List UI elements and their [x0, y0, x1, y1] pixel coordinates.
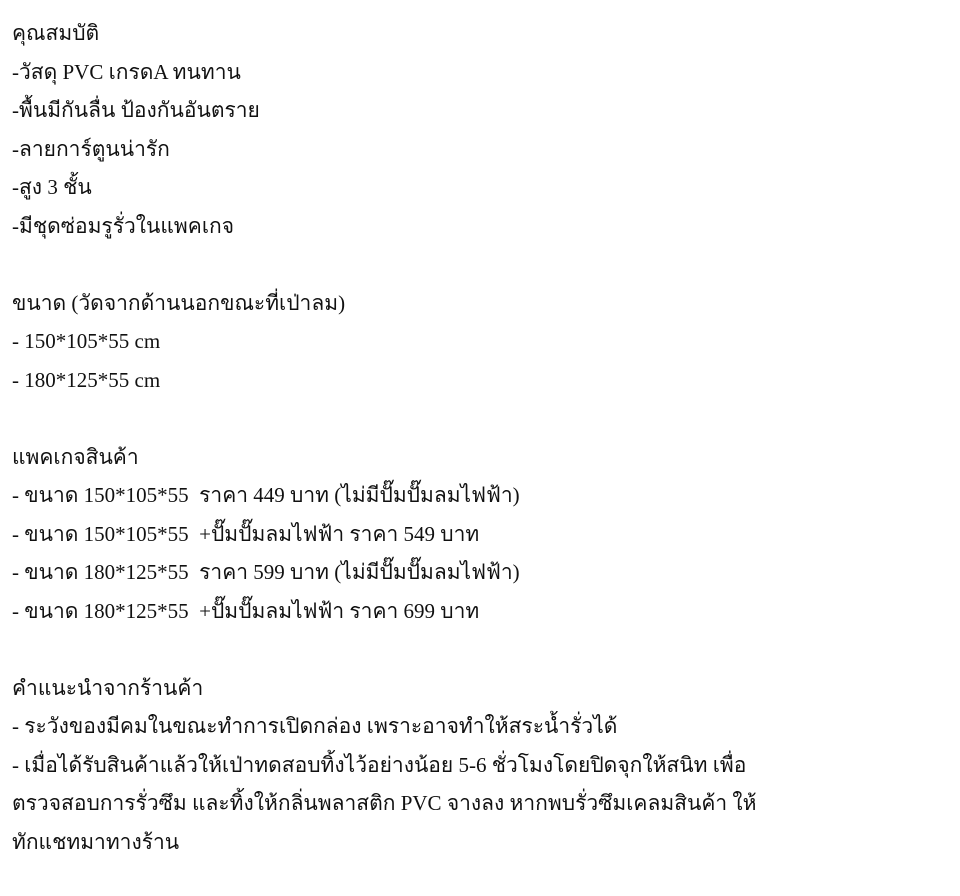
feature-item-material: -วัสดุ PVC เกรดA ทนทาน: [12, 59, 241, 84]
section-spacer: [12, 630, 942, 669]
advice-line-sharp-objects: - ระวังของมีคมในขณะทำการเปิดกล่อง เพราะอาจทำให้สระน้ำรั่วได้: [12, 714, 618, 738]
section-spacer: [12, 245, 942, 284]
feature-item-height: -สูง 3 ชั้น: [12, 175, 92, 199]
features-heading: คุณสมบัติ: [12, 21, 100, 45]
size-item-small: - 150*105*55 cm: [12, 329, 161, 353]
package-item-small-no-pump: - ขนาด 150*105*55 ราคา 449 บาท (ไม่มีปั๊มปั๊มลมไฟฟ้า): [12, 483, 520, 507]
sizes-heading: ขนาด (วัดจากด้านนอกขณะที่เป่าลม): [12, 290, 346, 315]
advice-heading: คำแนะนำจากร้านค้า: [12, 675, 204, 700]
feature-item-cartoon-pattern: -ลายการ์ตูนน่ารัก: [12, 136, 170, 161]
feature-item-repair-kit: -มีชุดซ่อมรูรั่วในแพคเกจ: [12, 213, 235, 238]
package-item-small-with-pump: - ขนาด 150*105*55 +ปั๊มปั๊มลมไฟฟ้า ราคา 549 บาท: [12, 521, 480, 546]
advice-line-contact-shop: ทักแชทมาทางร้าน: [12, 829, 180, 854]
section-spacer: [12, 399, 942, 438]
size-item-large: - 180*125*55 cm: [12, 367, 161, 392]
package-item-large-no-pump: - ขนาด 180*125*55 ราคา 599 บาท (ไม่มีปั๊มปั๊มลมไฟฟ้า): [12, 560, 520, 584]
advice-line-leak-check: ตรวจสอบการรั่วซึม และทิ้งให้กลิ่นพลาสติก PVC จางลง หากพบรั่วซึมเคลมสินค้า ให้: [12, 791, 757, 815]
advice-line-inflate-test: - เมื่อได้รับสินค้าแล้วให้เป่าทดสอบทิ้งไว้อย่างน้อย 5-6 ชั่วโมงโดยปิดจุกให้สนิท เพื่อ: [12, 752, 747, 777]
product-description: [12, 14, 942, 861]
package-item-large-with-pump: - ขนาด 180*125*55 +ปั๊มปั๊มลมไฟฟ้า ราคา 699 บาท: [12, 598, 480, 623]
feature-item-anti-slip: -พื้นมีกันลื่น ป้องกันอันตราย: [12, 98, 260, 122]
packages-heading: แพคเกจสินค้า: [12, 444, 139, 469]
